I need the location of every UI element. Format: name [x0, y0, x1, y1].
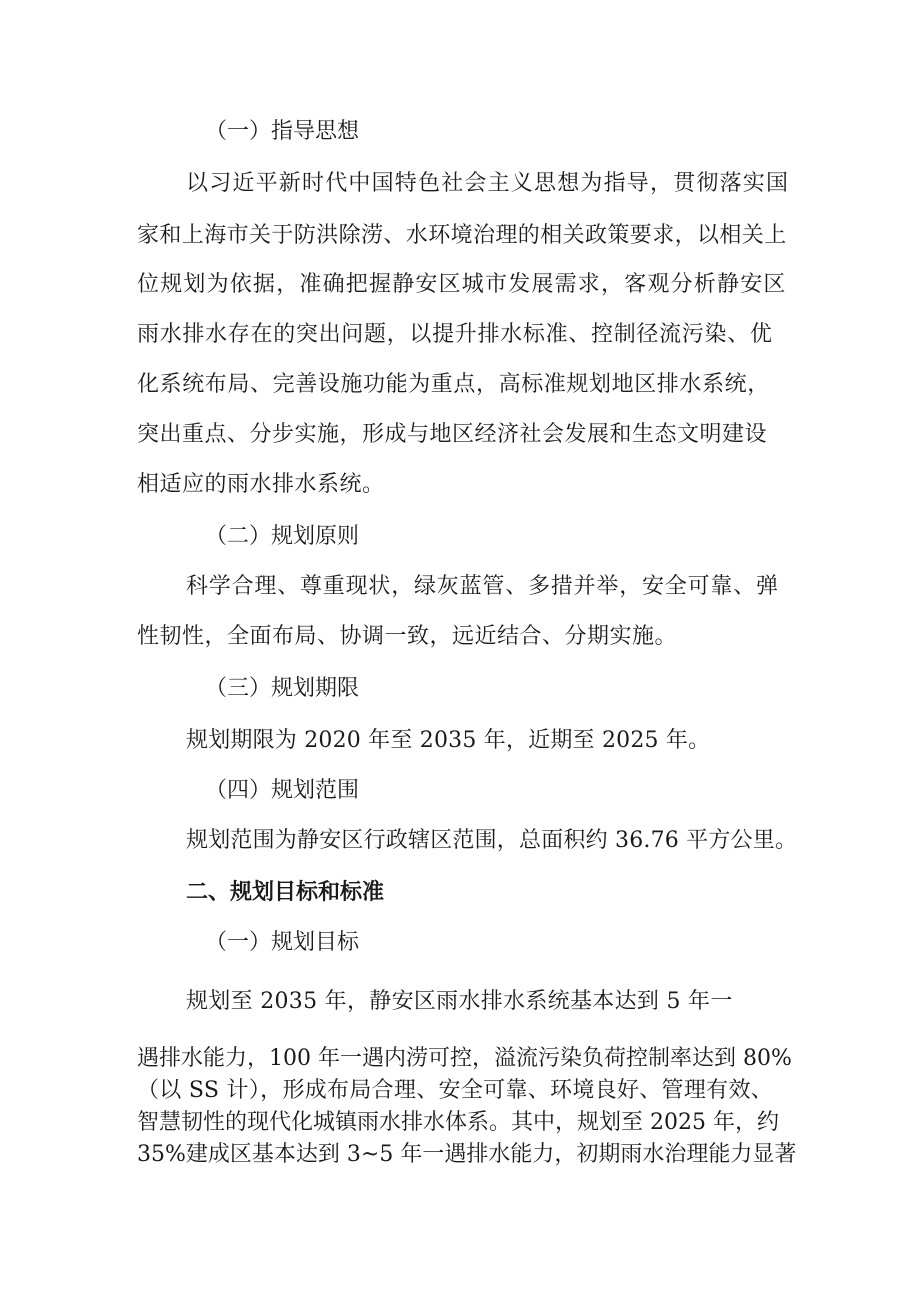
section-heading-scope: （四）规划范围: [205, 778, 360, 803]
paragraph-line: 化系统布局、完善设施功能为重点，高标准规划地区排水系统，: [137, 372, 770, 397]
section-heading-period: （三）规划期限: [205, 676, 360, 701]
paragraph-line: 科学合理、尊重现状，绿灰蓝管、多措并举，安全可靠、弹: [186, 574, 779, 599]
section-heading-goals: （一）规划目标: [205, 930, 360, 955]
paragraph-line: 雨水排水存在的突出问题，以提升排水标准、控制径流污染、优: [137, 322, 773, 347]
paragraph-line: 智慧韧性的现代化城镇雨水排水体系。其中，规划至 2025 年，约: [137, 1110, 779, 1135]
paragraph-line: 相适应的雨水排水系统。: [137, 472, 385, 497]
paragraph-line: 35%建成区基本达到 3~5 年一遇排水能力，初期雨水治理能力显著: [137, 1142, 797, 1167]
paragraph-line: 突出重点、分步实施，形成与地区经济社会发展和生态文明建设: [137, 422, 768, 447]
paragraph-line: 规划至 2035 年，静安区雨水排水系统基本达到 5 年一: [186, 989, 733, 1014]
chapter-heading-goals-standards: 二、规划目标和标准: [186, 880, 385, 905]
paragraph-line: 遇排水能力，100 年一遇内涝可控，溢流污染负荷控制率达到 80%: [137, 1046, 792, 1071]
paragraph-line: 规划期限为 2020 年至 2035 年，近期至 2025 年。: [186, 728, 711, 753]
section-heading-principles: （二）规划原则: [205, 524, 360, 549]
paragraph-line: 性韧性，全面布局、协调一致，远近结合、分期实施。: [137, 624, 678, 649]
section-heading-guiding-ideology: （一）指导思想: [205, 119, 360, 144]
paragraph-line: 以习近平新时代中国特色社会主义思想为指导，贯彻落实国: [186, 171, 790, 196]
paragraph-line: 规划范围为静安区行政辖区范围，总面积约 36.76 平方公里。: [186, 828, 798, 853]
paragraph-line: 位规划为依据，准确把握静安区城市发展需求，客观分析静安区: [137, 272, 787, 297]
paragraph-line: 家和上海市关于防洪除涝、水环境治理的相关政策要求，以相关上: [137, 223, 787, 248]
paragraph-line: （以 SS 计），形成布局合理、安全可靠、环境良好、管理有效、: [137, 1078, 774, 1103]
